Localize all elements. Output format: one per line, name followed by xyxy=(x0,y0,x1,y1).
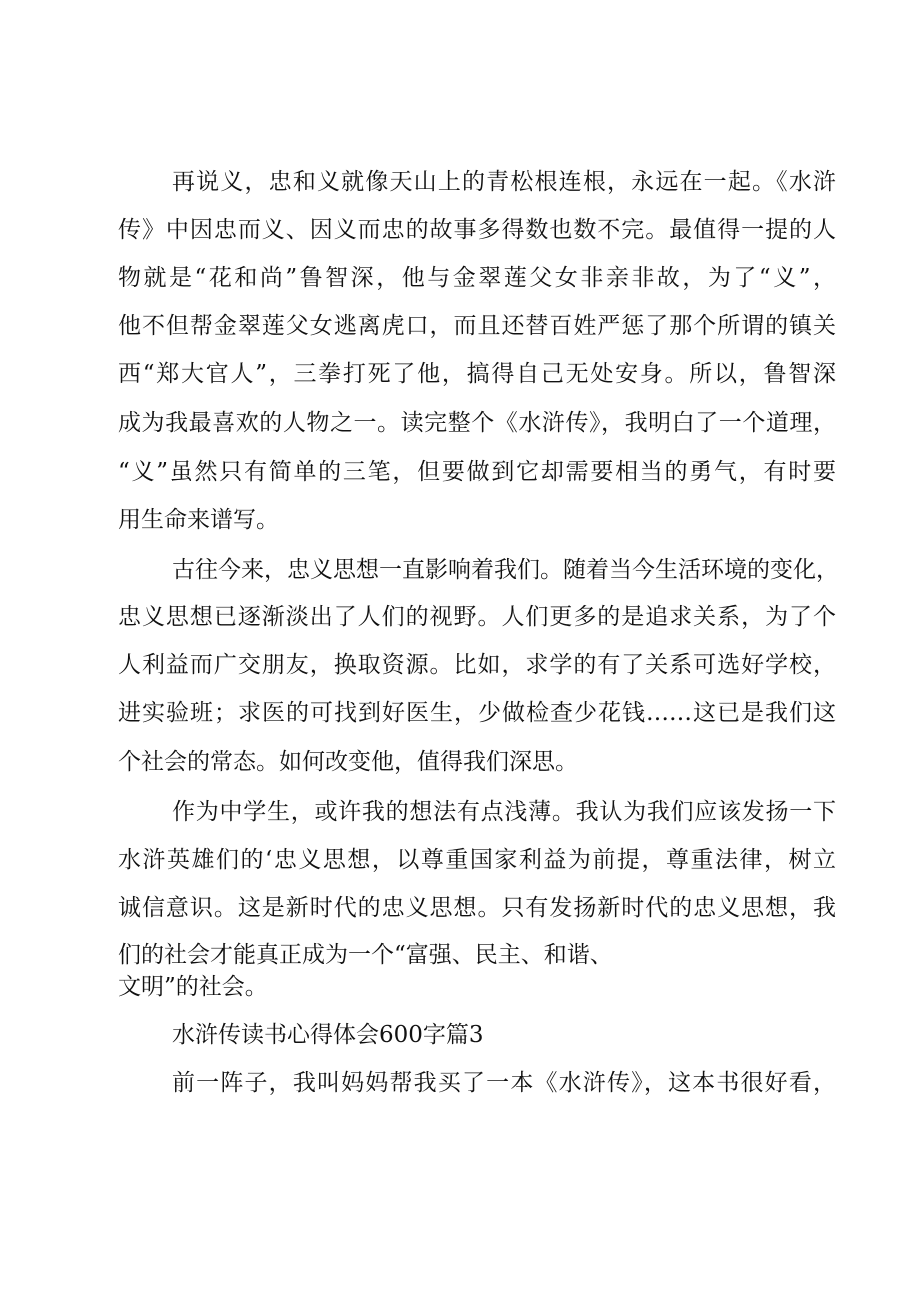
text-line: 文明”的社会。 xyxy=(118,974,268,1000)
text-line: 用生命来谱写。 xyxy=(118,507,279,533)
text-line: 人利益而广交朋友，换取资源。比如，求学的有了关系可选好学校， xyxy=(118,652,836,678)
text-line: 古往今来，忠义思想一直影响着我们。随着当今生活环境的变化， xyxy=(172,557,839,583)
text-line: 物就是“花和尚”鲁智深，他与金翠莲父女非亲非故，为了“义”， xyxy=(118,265,836,291)
text-line: 进实验班；求医的可找到好医生，少做检查少花钱……这已是我们这 xyxy=(118,700,836,726)
text-line: 成为我最喜欢的人物之一。读完整个《水浒传》，我明白了一个道理， xyxy=(118,410,836,436)
text-line: 们的社会才能真正成为一个“富强、民主、和谐、 xyxy=(118,942,613,968)
text-line: 西“郑大官人”，三拳打死了他，搞得自己无处安身。所以，鲁智深 xyxy=(118,361,836,387)
text-line: 前一阵子，我叫妈妈帮我买了一本《水浒传》，这本书很好看， xyxy=(172,1070,836,1096)
text-line: 个社会的常态。如何改变他，值得我们深思。 xyxy=(118,749,578,775)
section-heading: 水浒传读书心得体会600字篇3 xyxy=(172,1022,484,1048)
text-line: 传》中因忠而义、因义而忠的故事多得数也数不完。最值得一提的人 xyxy=(118,217,836,243)
text-line: 他不但帮金翠莲父女逃离虎口，而且还替百姓严惩了那个所谓的镇关 xyxy=(118,313,836,339)
text-line: 诚信意识。这是新时代的忠义思想。只有发扬新时代的忠义思想，我 xyxy=(118,895,836,921)
text-line: 作为中学生，或许我的想法有点浅薄。我认为我们应该发扬一下 xyxy=(172,799,836,825)
text-line: “义”虽然只有简单的三笔，但要做到它却需要相当的勇气，有时要 xyxy=(118,459,836,485)
text-line: 水浒英雄们的‘忠义思想，以尊重国家利益为前提，尊重法律，树立 xyxy=(118,847,836,873)
text-line: 忠义思想已逐渐淡出了人们的视野。人们更多的是追求关系，为了个 xyxy=(118,604,836,630)
text-line: 再说义，忠和义就像天山上的青松根连根，永远在一起。《水浒 xyxy=(172,169,836,195)
